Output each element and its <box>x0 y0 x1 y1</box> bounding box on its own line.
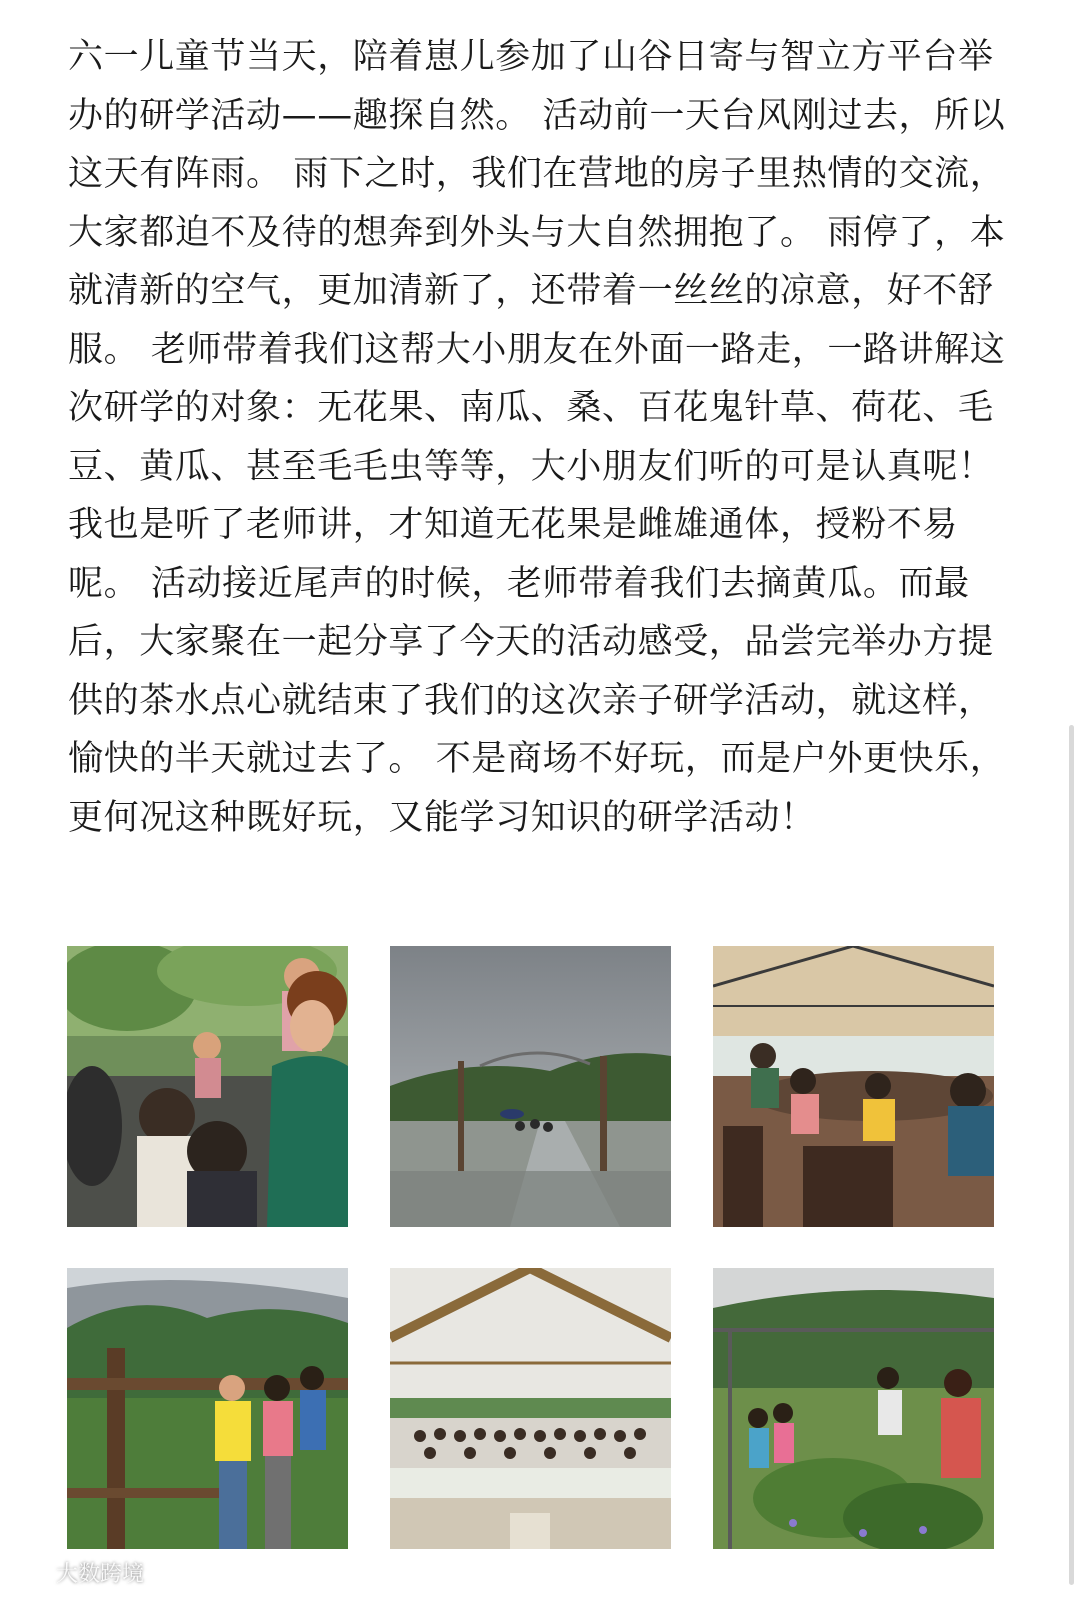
watermark-logo-icon <box>6 1560 52 1586</box>
scrollbar[interactable] <box>1069 725 1074 1585</box>
photo-indoor-hall[interactable] <box>713 946 994 1227</box>
photo-teacher-with-children[interactable] <box>67 946 348 1227</box>
photo-garden-activity[interactable] <box>713 1268 994 1549</box>
watermark <box>6 1557 144 1588</box>
post-body-text: 六一儿童节当天，陪着崽儿参加了山谷日寄与智立方平台举办的研学活动——趣探自然。 活动前一天台风刚过去，所以这天有阵雨。 雨下之时，我们在营地的房子里热情的交流，大家都迫不及待的想奔到外头与大自然拥抱了。 雨停了，本就清新的空气，更加清新了，还带着一丝丝的凉意，好不舒服。 老师带着我们这帮大小朋友在外面一路走，一路讲解这次研学的对象：无花果、南瓜、桑、百花鬼针草、荷花、毛豆、黄瓜、甚至毛毛虫等等，大小朋友们听的可是认真呢！我也是听了老师讲，才知道无花果是雌雄通体，授粉不易呢。 活动接近尾声的时候，老师带着我们去摘黄瓜。而最后，大家聚在一起分享了今天的活动感受，品尝完举办方提供的茶水点心就结束了我们的这次亲子研学活动，就这样，愉快的半天就过去了。 不是商场不好玩，而是户外更快乐，更何况这种既好玩，又能学习知识的研学活动！ <box>68 37 1006 838</box>
watermark-text: 大数跨境 <box>56 1562 145 1587</box>
photo-group-in-greenhouse[interactable] <box>390 1268 671 1549</box>
photo-rainy-path[interactable] <box>390 946 671 1227</box>
photo-grid <box>67 946 994 1549</box>
photo-children-by-fence[interactable] <box>67 1268 348 1549</box>
